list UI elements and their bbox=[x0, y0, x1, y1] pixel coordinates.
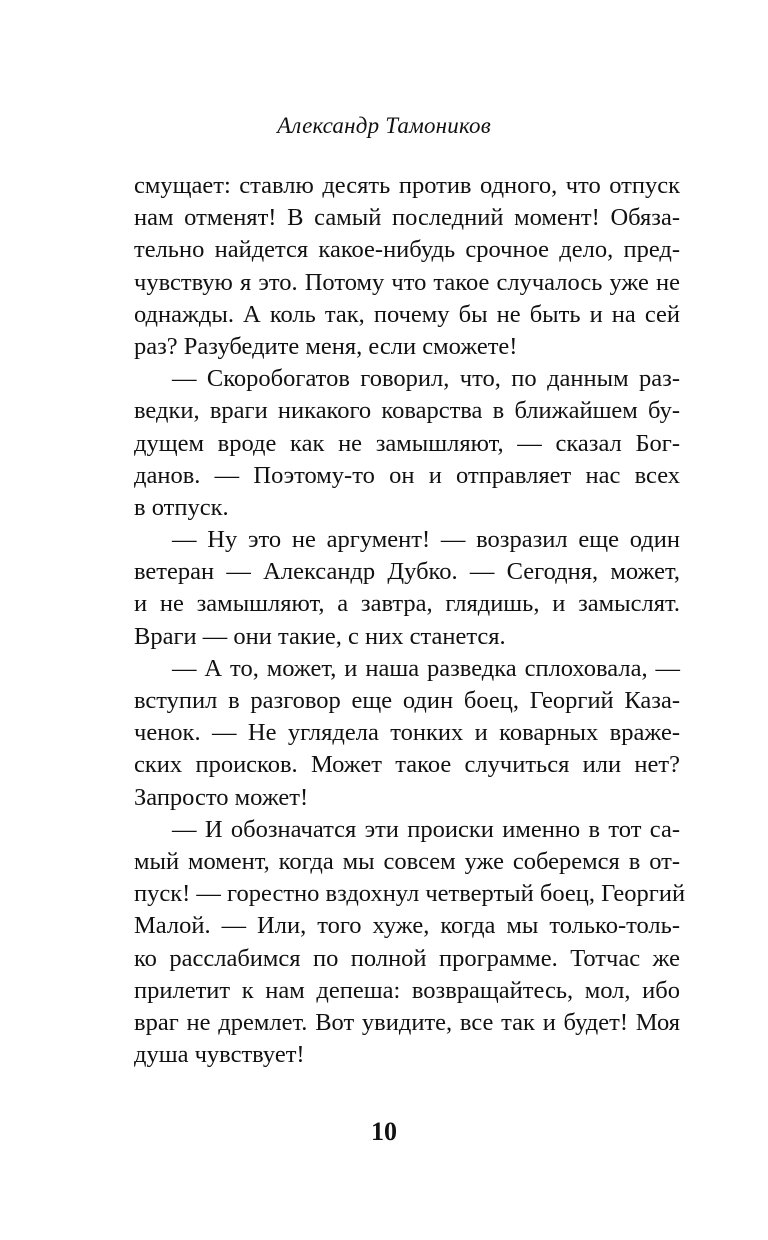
text-line: тельно найдется какое-нибудь срочное дело, пред- bbox=[134, 236, 680, 264]
text-line: чувствую я это. Потому что такое случалось уже не bbox=[134, 268, 680, 296]
text-line: мый момент, когда мы совсем уже соберемся в от- bbox=[134, 847, 680, 875]
text-line: ведки, враги никакого коварства в ближайшем бу- bbox=[134, 397, 680, 425]
text-line: ко расслабимся по полной программе. Тотчас же bbox=[134, 944, 680, 972]
paragraph-5 bbox=[134, 814, 686, 1072]
paragraph-2 bbox=[134, 363, 680, 524]
text-line: нам отменят! В самый последний момент! Обяза- bbox=[134, 204, 680, 232]
text-line: прилетит к нам депеша: возвращайтесь, мол, ибо bbox=[134, 976, 680, 1004]
text-line: душа чувствует! bbox=[134, 1041, 305, 1069]
text-line: — А то, может, и наша разведка сплоховала, — bbox=[172, 654, 680, 682]
text-line: смущает: ставлю десять против одного, что отпуск bbox=[134, 172, 680, 199]
text-line: ченок. — Не углядела тонких и коварных враже- bbox=[134, 719, 680, 747]
text-line: враг не дремлет. Вот увидите, все так и будет! Моя bbox=[134, 1008, 680, 1036]
text-line: однажды. А коль так, почему бы не быть и на сей bbox=[134, 300, 680, 328]
text-line: Малой. — Или, того хуже, когда мы только-толь- bbox=[134, 912, 680, 940]
text-line: Враги — они такие, с них станется. bbox=[134, 622, 506, 650]
text-line: пуск! — горестно вздохнул четвертый боец, Георгий bbox=[134, 880, 686, 908]
text-line: — Скоробогатов говорил, что, по данным раз- bbox=[172, 365, 680, 393]
text-line: вступил в разговор еще один боец, Георгий Каза- bbox=[134, 687, 680, 714]
running-head-author: Александр Тамоников bbox=[277, 113, 491, 138]
text-line: в отпуск. bbox=[134, 493, 229, 521]
text-line: ветеран — Александр Дубко. — Сегодня, может, bbox=[134, 558, 680, 586]
text-line: ских происков. Может такое случиться или нет? bbox=[134, 751, 680, 779]
text-line: Запросто может! bbox=[134, 783, 309, 811]
paragraph-4 bbox=[134, 653, 680, 814]
text-line: и не замышляют, а завтра, глядишь, и замыслят. bbox=[134, 590, 680, 618]
text-line: — И обозначатся эти происки именно в тот са- bbox=[172, 815, 680, 843]
text-line: данов. — Поэтому-то он и отправляет нас всех bbox=[134, 461, 680, 489]
paragraph-3 bbox=[134, 524, 680, 653]
page-number: 10 bbox=[371, 1117, 397, 1146]
body-text bbox=[134, 170, 686, 1071]
text-line: дущем вроде как не замышляют, — сказал Бог- bbox=[134, 429, 680, 457]
text-line: раз? Разубедите меня, если сможете! bbox=[134, 332, 518, 360]
text-line: — Ну это не аргумент! — возразил еще один bbox=[172, 526, 680, 554]
paragraph-1 bbox=[134, 170, 680, 363]
